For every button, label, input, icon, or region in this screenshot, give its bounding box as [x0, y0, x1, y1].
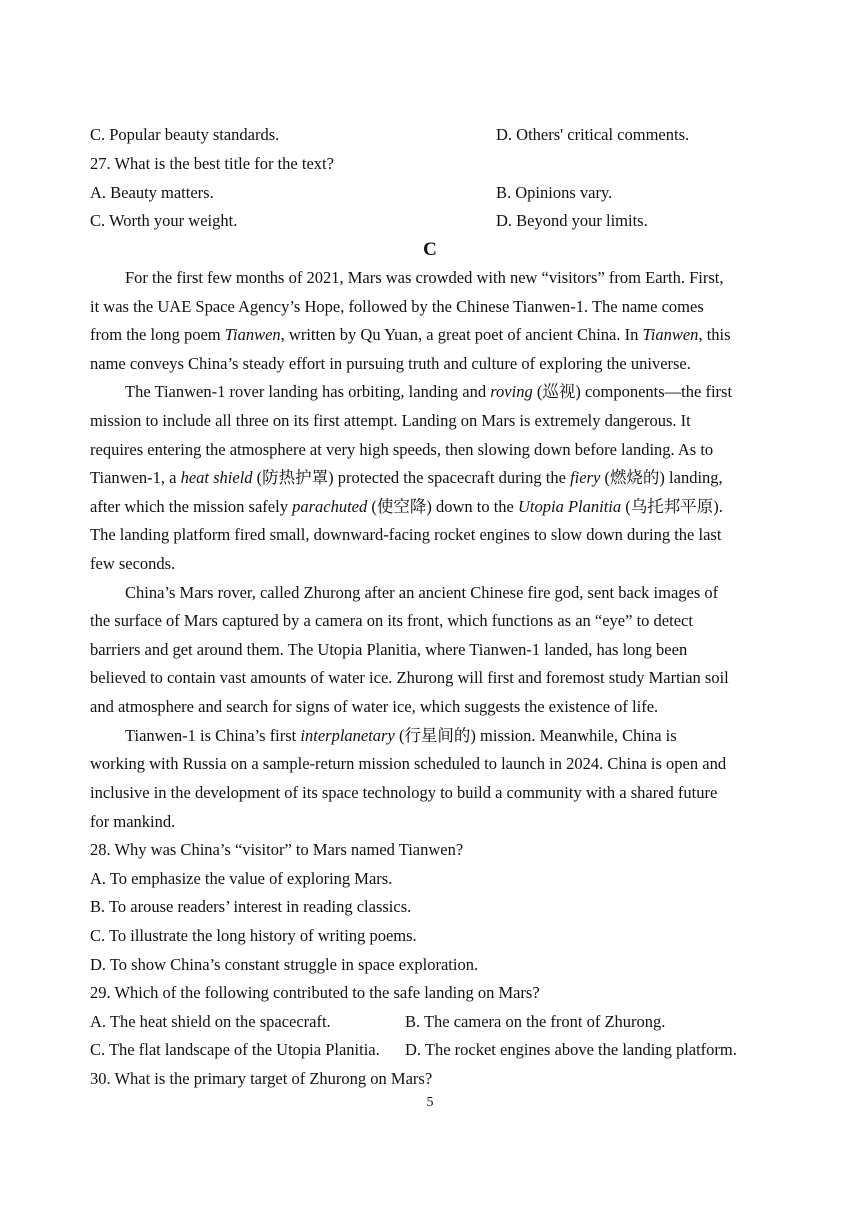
passage-line: the surface of Mars captured by a camera on its front, which functions as an “eye” to detect — [90, 611, 693, 630]
passage-line: and atmosphere and search for signs of water ice, which suggests the existence of life. — [90, 697, 659, 716]
q28-option-a: A. To emphasize the value of exploring Mars. — [90, 869, 393, 888]
q29-option-c: C. The flat landscape of the Utopia Planitia. — [90, 1040, 380, 1059]
passage-line: it was the UAE Space Agency’s Hope, followed by the Chinese Tianwen-1. The name comes — [90, 297, 704, 316]
q29-option-d: D. The rocket engines above the landing platform. — [405, 1040, 737, 1059]
q28-option-b: B. To arouse readers’ interest in reading classics. — [90, 897, 412, 916]
q28-option-c: C. To illustrate the long history of writing poems. — [90, 926, 417, 945]
passage-line: For the first few months of 2021, Mars was crowded with new “visitors” from Earth. First, — [125, 268, 724, 287]
passage-line: working with Russia on a sample-return mission scheduled to launch in 2024. China is open and — [90, 754, 727, 773]
passage-line: The Tianwen-1 rover landing has orbiting, landing and roving (巡视) components—the first — [125, 382, 733, 401]
passage-line: inclusive in the development of its space technology to build a community with a shared future — [90, 783, 718, 802]
q27-option-b: B. Opinions vary. — [496, 183, 613, 202]
passage-line: name conveys China’s steady effort in pursuing truth and culture of exploring the universe. — [90, 354, 691, 373]
q28-option-d: D. To show China’s constant struggle in space exploration. — [90, 955, 479, 974]
q27-option-a: A. Beauty matters. — [90, 183, 214, 202]
passage-line: The landing platform fired small, downward-facing rocket engines to slow down during the last — [90, 525, 722, 544]
passage-line: requires entering the atmosphere at very high speeds, then slowing down before landing. As to — [90, 440, 714, 459]
q29-option-b: B. The camera on the front of Zhurong. — [405, 1012, 666, 1031]
passage-line: Tianwen-1 is China’s first interplanetary (行星间的) mission. Meanwhile, China is — [125, 726, 677, 745]
section-heading: C — [423, 239, 437, 260]
q29-question: 29. Which of the following contributed to the safe landing on Mars? — [90, 983, 540, 1002]
passage-line: for mankind. — [90, 812, 176, 831]
passage-line: Tianwen-1, a heat shield (防热护罩) protected the spacecraft during the fiery (燃烧的) landing, — [90, 468, 723, 487]
q27-option-d: D. Beyond your limits. — [496, 211, 648, 230]
q27-question: 27. What is the best title for the text? — [90, 154, 334, 173]
q26-option-d: D. Others' critical comments. — [496, 125, 690, 144]
passage-line: believed to contain vast amounts of water ice. Zhurong will first and foremost study Martian soil — [90, 668, 729, 687]
q26-option-c: C. Popular beauty standards. — [90, 125, 280, 144]
passage-line: after which the mission safely parachuted (使空降) down to the Utopia Planitia (乌托邦平原). — [90, 497, 723, 516]
q27-option-c: C. Worth your weight. — [90, 211, 238, 230]
q30-question: 30. What is the primary target of Zhurong on Mars? — [90, 1069, 433, 1088]
passage-line: barriers and get around them. The Utopia Planitia, where Tianwen-1 landed, has long been — [90, 640, 688, 659]
page-number: 5 — [426, 1095, 434, 1110]
passage-line: China’s Mars rover, called Zhurong after an ancient Chinese fire god, sent back images of — [125, 583, 719, 602]
passage-line: from the long poem Tianwen, written by Qu Yuan, a great poet of ancient China. In Tianwen, this — [90, 325, 731, 344]
passage-line: mission to include all three on its first attempt. Landing on Mars is extremely dangerous. It — [90, 411, 691, 430]
q28-question: 28. Why was China’s “visitor” to Mars named Tianwen? — [90, 840, 464, 859]
passage-line: few seconds. — [90, 554, 176, 573]
q29-option-a: A. The heat shield on the spacecraft. — [90, 1012, 331, 1031]
